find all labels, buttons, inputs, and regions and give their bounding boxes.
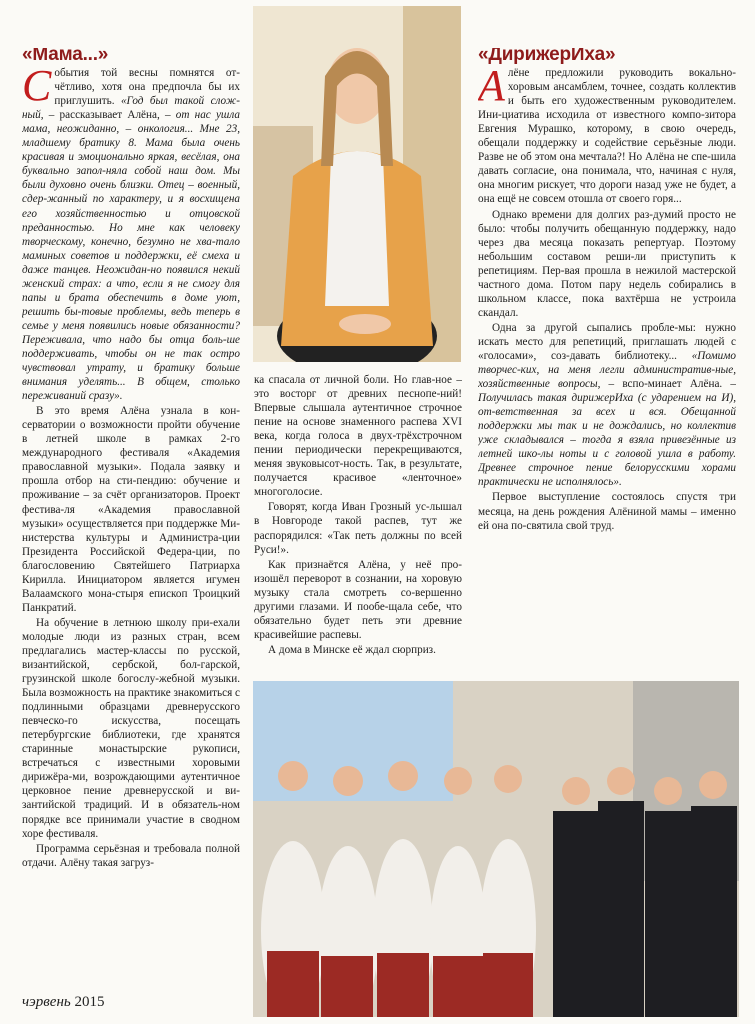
paragraph-text: – рассказывает Алёна, – bbox=[43, 109, 176, 122]
paragraph: На обучение в летнюю школу при-ехали молодые люди из разных стран, всем предлагались мастер-классы по русской, византийской, сербской, бол-гарской, грузинской школе богослу-жебной музыки. Была возможность на практике знакомиться с подлинными образцами древнерусского певческо-го искусства, посещать петербургские библиотеки, где хранятся старинные монастырские рукописи, встречаться с известными хоровыми дирижёра-ми, возрождающими аутентичное церковное пение древнерусской и ви-зантийской традиций. И в обязатель-ном порядке все принимали участие в сводном хоре фестиваля. bbox=[22, 616, 240, 840]
paragraph: А дома в Минске её ждал сюрприз. bbox=[268, 643, 436, 656]
portrait-illustration bbox=[253, 6, 461, 362]
quote-text: от нас ушла мама, неожиданно, – онкология... Мне 23, младшему братику 8. Мама была очень красивая и эмоционально яркая, весёлая, она буквально запол-няла собой наш дом. Мы были духовно очень близки. Отец – военный, сдер-жанный по характеру, и я восхищена его хозяйственностью и отцовской преданностью. Но мне как человеку творческому, конечно, безумно не хва-тало маминых советов и поддержки, её смеха и даже танцев. Неожидан-но появился некий женский страх: а что, если я не смогу для папы и брата обеспечить в доме уют, решить бы-товые проблемы, ведь теперь в семье у меня появились новые обязанности? Переживала, что надо бы отца боль-ше поддерживать, чтобы он не так остро чувствовал утрату, и братику больше внимания уделять... В общем, столько переживаний сразу». bbox=[22, 109, 240, 403]
article-column-right bbox=[478, 48, 736, 708]
footer-month: чэрвень bbox=[22, 994, 71, 1010]
section-heading-dirizheriha: «ДирижерИха» bbox=[478, 48, 616, 65]
paragraph: В это время Алёна узнала в кон-серватории о возможности пройти обучение в летней школе в рамках 2-го международного фестиваля «Академия православной музыки». Подала заявку и прошла отбор на сти-пендию: обучение и проживание – за счёт организаторов. Проект фестива-ля «Академия православной музыки» осуществляется при поддержке Ми-нистерства культуры и Администра-ции Президента Российской Федера-ции, по благословению Святейшего Патриарха Кирилла. Инициатором является игумен Валаамского мона-стыря епископ Троицкий Панкратий. bbox=[22, 405, 240, 614]
paragraph bbox=[478, 321, 736, 490]
choir-photo bbox=[253, 681, 739, 1017]
drop-cap: А bbox=[478, 61, 505, 111]
footer-year: 2015 bbox=[74, 994, 105, 1010]
article-column-left bbox=[22, 48, 240, 988]
paragraph bbox=[478, 61, 736, 206]
page-footer bbox=[22, 994, 104, 1011]
paragraph-text: Одна за другой сыпались пробле-мы: нужно искать место для репетиций, приглашать людей с «голосами», соз-давать библиотеку... bbox=[478, 321, 736, 362]
drop-cap: С bbox=[22, 61, 52, 111]
quote-text: «Помимо творчес-ких, на меня легли административ-ные, хозяйственные вопросы, bbox=[478, 349, 736, 391]
paragraph: ка спасала от личной боли. Но глав-ное – это восторг от древних песнопе-ний! Впервые слышала аутентичное строчное пение на основе знаменного распева XVI века, когда голоса в двух-трёхстрочном пении периодически перекрещиваются, меняя звуковысот-ность. Так, в результате, получается красивое «ленточное» многоголосие. bbox=[254, 374, 462, 499]
paragraph: Программа серьёзная и требовала полной отдачи. Алёну такая загруз- bbox=[22, 842, 240, 869]
quote-text: Получилась такая дирижерИха (с ударением на И), от-ветственная за всех и вся. Обещанной поддержки мы так и не дождались, но коллектив уже складывался – тогда я взяла привезённые из летней шко-лы ноты и с головой ушла в работу. Древнее строчное пение белорусскими хорами практически не исполнялось». bbox=[478, 392, 736, 489]
quote-text: «Год был такой слож-ный, bbox=[22, 95, 240, 122]
article-column-middle bbox=[254, 373, 462, 673]
choir-illustration bbox=[253, 681, 739, 1017]
paragraph: Говорят, когда Иван Грозный ус-лышал в Новгороде такой распев, тут же распорядился: «Так петь должны по всей Руси!». bbox=[254, 501, 462, 556]
paragraph-text: лёне предложили руководить вокально-хоровым ансамблем, точнее, создать коллектив и быть его художественным руководителем. Ини-циатива исходила от известного компо-зитора Евгения Мурашко, которому, в свою очередь, обещали поддержку и содействие серьёзные люди. Разве не об этом она мечтала?! Но Алёна не спе-шила давать согласие, она понимала, что, начиная с нуля, она многим рискует, что дороги назад уже не будет, а она ещё не совсем отошла от своего горя... bbox=[478, 67, 736, 206]
section-heading-mama: «Мама...» bbox=[22, 48, 109, 65]
portrait-photo bbox=[253, 6, 461, 362]
paragraph: Первое выступление состоялось спустя три месяца, на день рождения Алёниной мамы – именно ей она по-святила свой труд. bbox=[478, 491, 736, 532]
paragraph: Однако времени для долгих раз-думий просто не было: чтобы получить обещанную поддержку, надо через два месяца показать репертуар. Поэтому небольшим составом реши-ли приступить к репетициям. Пер-вая прошла в нежилой мастерской частного дома. Потом пару недель собирались в школьном классе, пока вахтёрша не устроила скандал. bbox=[478, 208, 736, 319]
paragraph-text: обытия той весны помнятся от-чётливо, хотя она предпочла бы их приглушить. bbox=[54, 67, 240, 108]
paragraph: Как признаётся Алёна, у неё про-изошёл переворот в сознании, на хоровую музыку стала смотреть со-вершенно другими глазами. И пообе-щала себе, что обязательно будет петь эти древние красивейшие распевы. bbox=[254, 558, 462, 641]
paragraph-text: – вспо-минает Алёна. – bbox=[600, 378, 736, 391]
paragraph bbox=[22, 61, 240, 403]
